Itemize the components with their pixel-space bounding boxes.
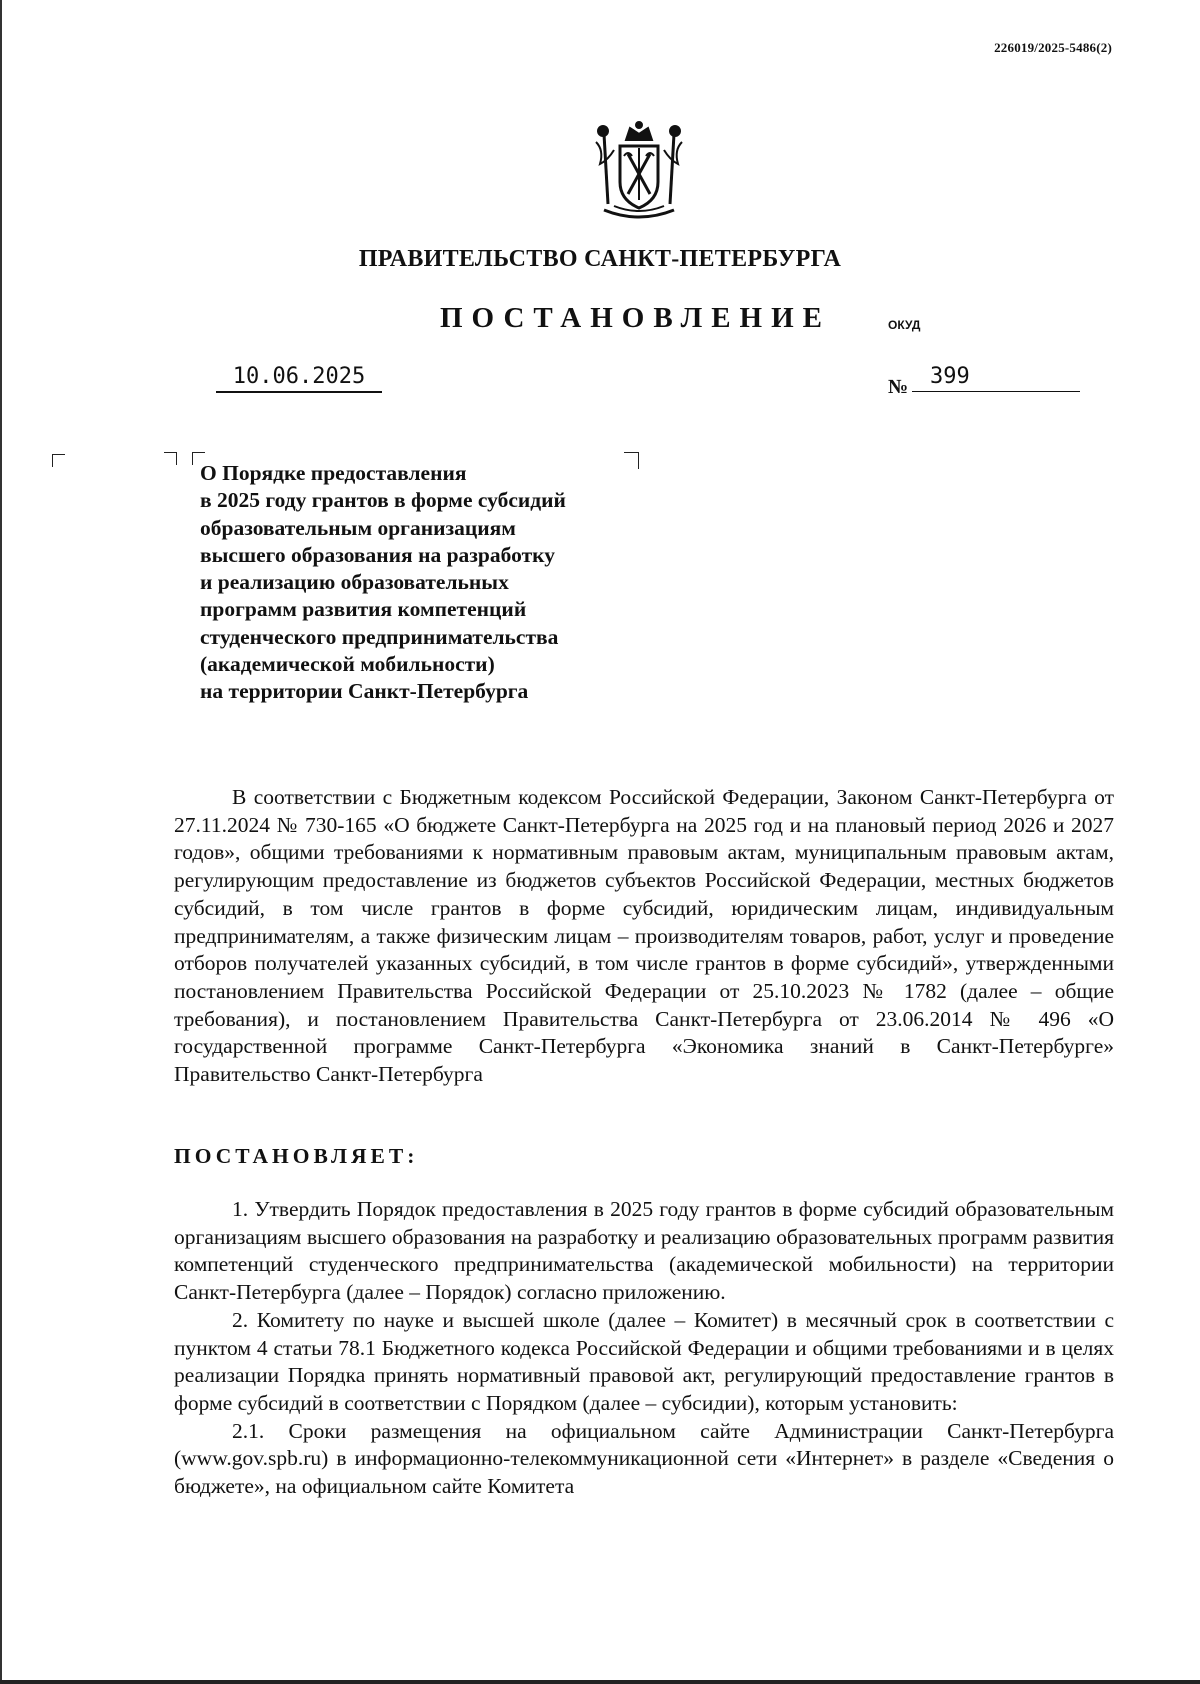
decree-heading: ПОСТАНОВЛЯЕТ:	[174, 1144, 419, 1168]
subject-line: О Порядке предоставления	[200, 461, 467, 485]
preamble-paragraph: В соответствии с Бюджетным кодексом Российской Федерации, Законом Санкт-Петербурга от 27.11.2024 № 730-165 «О бюджете Санкт-Петербурга на 2025 год и на плановый период 2026 и 2027 годов», общими требованиями к нормативным правовым актам, муниципальным правовым актам, регулирующим предоставление из бюджетов субъектов Российской Федерации, местных бюджетов субсидий, в том числе грантов в форме субсидий, юридическим лицам, индивидуальным предпринимателям, а также физическим лицам – производителям товаров, работ, услуг и проведение отборов получателей указанных субсидий, в том числе грантов в форме субсидий», утвержденными постановлением Правительства Российской Федерации от 25.10.2023 № 1782 (далее – общие требования), и постановлением Правительства Санкт-Петербурга от 23.06.2014 № 496 «О государственной программе Санкт-Петербурга «Экономика знаний в Санкт-Петербурге» Правительство Санкт-Петербурга	[174, 785, 1114, 1087]
subject-line: в 2025 году грантов в форме субсидий	[200, 488, 566, 513]
coat-of-arms-icon	[584, 120, 694, 224]
decree-item: 1. Утвердить Порядок предоставления в 2025 году грантов в форме субсидий образовательным организациям высшего образования на разработку и реализацию образовательных программ развития компетенций студенческого предпринимательства (академической мобильности) на территории Санкт-Петербурга (далее – Порядок) согласно приложению.	[174, 1197, 1114, 1305]
subject-line: высшего образования на разработку	[200, 542, 555, 567]
registration-number: 226019/2025-5486(2)	[994, 40, 1112, 55]
decree-items	[174, 1196, 1114, 1501]
corner-mark	[52, 454, 65, 467]
document-number: 399	[912, 364, 1080, 392]
subject-line: программ развития компетенций	[200, 597, 527, 622]
document-type: ПОСТАНОВЛЕНИЕ	[440, 302, 832, 334]
document-subject	[200, 460, 640, 706]
subject-line: образовательным организациям	[200, 515, 516, 540]
scan-edge-bottom	[0, 1680, 1200, 1684]
corner-mark	[164, 452, 177, 465]
organization-title: ПРАВИТЕЛЬСТВО САНКТ-ПЕТЕРБУРГА	[358, 246, 842, 272]
decree-item: 2. Комитету по науке и высшей школе (далее – Комитет) в месячный срок в соответствии с пунктом 4 статьи 78.1 Бюджетного кодекса Российской Федерации и общими требованиями и в целях реализации Порядка принять нормативный правовой акт, регулирующий предоставление грантов в форме субсидий в соответствии с Порядком (далее – субсидии), которым установить:	[174, 1307, 1114, 1415]
subject-line: студенческого предпринимательства	[200, 624, 559, 649]
subject-line: и реализацию образовательных	[200, 570, 509, 595]
subject-line: на территории Санкт-Петербурга	[200, 679, 529, 704]
subject-line: (академической мобильности)	[200, 652, 495, 677]
document-date: 10.06.2025	[216, 364, 382, 393]
decree-item: 2.1. Сроки размещения на официальном сайте Администрации Санкт-Петербурга (www.gov.spb.ru) в информационно-телекоммуникационной сети «Интернет» в разделе «Сведения о бюджете», на официальном сайте Комитета	[174, 1418, 1114, 1499]
number-label: №	[888, 376, 909, 398]
okud-label: ОКУД	[888, 318, 921, 332]
